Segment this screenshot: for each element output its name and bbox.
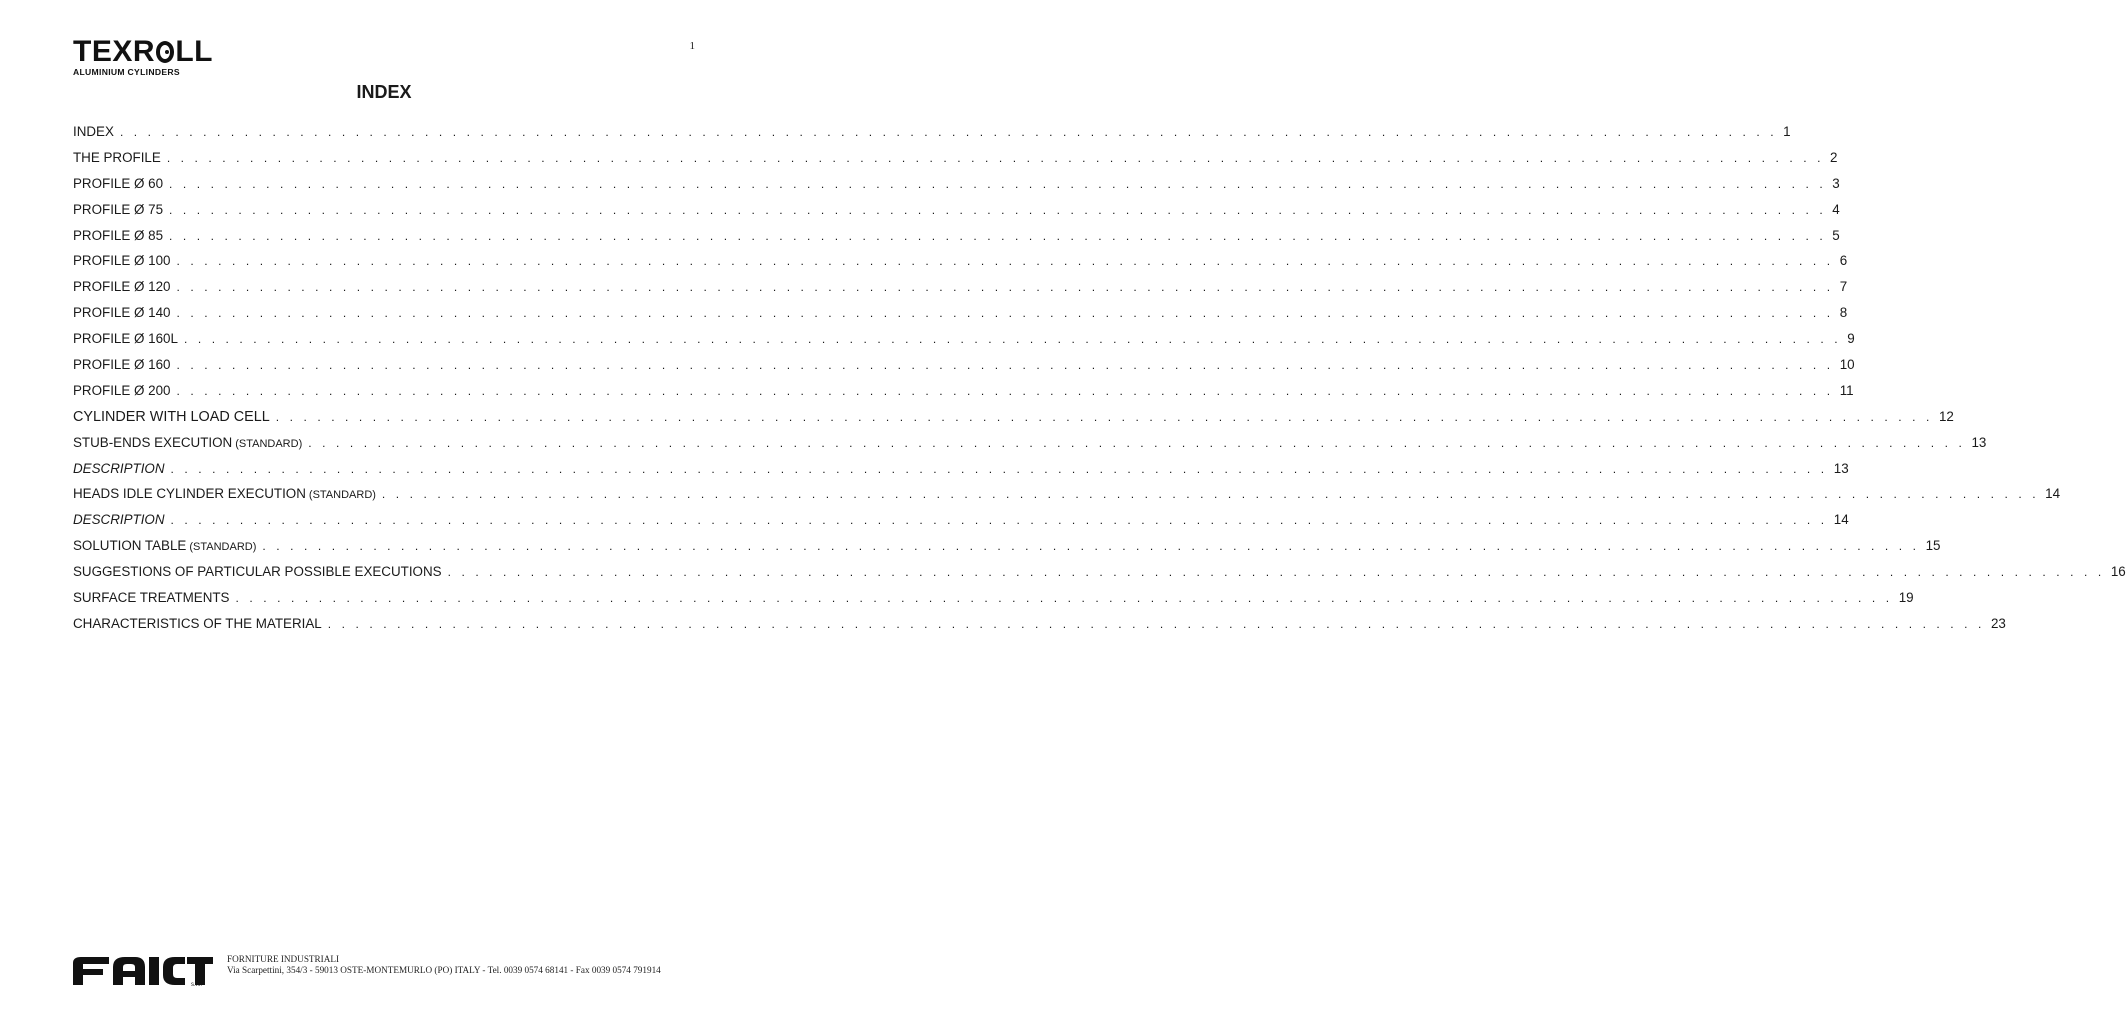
toc-leader: . . . . . . . . . . . . . . . . . . . . . . . . . . . . . . . . . . . . . . . . . . . . . . . . . . . . . . . . . . . . . . . . . . . . . . . . . . . . . . . . . . . . . . . . . . . . . . . . . . . . . . . . . . . . . . . . . . . . . . . . xyxy=(119,125,1778,139)
toc-leader: . . . . . . . . . . . . . . . . . . . . . . . . . . . . . . . . . . . . . . . . . . . . . . . . . . . . . . . . . . . . . . . . . . . . . . . . . . . . . . . . . . . . . . . . . . . . . . . . . . . . . . . . . . . . . . . . . . . . . . . . xyxy=(169,176,1827,191)
toc-page-number: 2 xyxy=(1830,149,1838,165)
fait-logo-suffix: s.r.l. xyxy=(191,982,203,988)
logo-text-2: LL xyxy=(175,35,213,68)
toc-leader: . . . . . . . . . . . . . . . . . . . . . . . . . . . . . . . . . . . . . . . . . . . . . . . . . . . . . . . . . . . . . . . . . . . . . . . . . . . . . . . . . . . . . . . . . . . . . . . . . . . . . . . . . . . . . . . . . . . . . . . . xyxy=(327,616,1985,631)
toc-page-number: 13 xyxy=(1833,460,1849,476)
logo-text-1: TEXR xyxy=(73,35,156,68)
footer-line-1: FORNITURE INDUSTRIALI xyxy=(227,954,340,964)
toc-leader: . . . . . . . . . . . . . . . . . . . . . . . . . . . . . . . . . . . . . . . . . . . . . . . . . . . . . . . . . . . . . . . . . . . . . . . . . . . . . . . . . . . . . . . . . . . . . . . . . . . . . . . . . . . . . . . . . . . . . . . . xyxy=(176,306,1834,321)
toc-page-number: 14 xyxy=(1833,512,1849,528)
toc-row xyxy=(73,253,1848,279)
toc-page-number: 6 xyxy=(1839,253,1848,269)
toc-leader: . . . . . . . . . . . . . . . . . . . . . . . . . . . . . . . . . . . . . . . . . . . . . . . . . . . . . . . . . . . . . . . . . . . . . . . . . . . . . . . . . . . . . . . . . . . . . . . . . . . . . . . . . . . . . . . . . . . . . . . . xyxy=(381,487,2040,502)
toc-leader: . . . . . . . . . . . . . . . . . . . . . . . . . . . . . . . . . . . . . . . . . . . . . . . . . . . . . . . . . . . . . . . . . . . . . . . . . . . . . . . . . . . . . . . . . . . . . . . . . . . . . . . . . . . . . . . . . . . . . . . . xyxy=(169,202,1827,217)
toc-leader: . . . . . . . . . . . . . . . . . . . . . . . . . . . . . . . . . . . . . . . . . . . . . . . . . . . . . . . . . . . . . . . . . . . . . . . . . . . . . . . . . . . . . . . . . . . . . . . . . . . . . . . . . . . . . . . . . . . . . . . . xyxy=(166,150,1825,165)
toc-page-number: 12 xyxy=(1938,408,1954,424)
toc-label: SURFACE TREATMENTS xyxy=(73,590,230,606)
texroll-logo xyxy=(73,35,213,77)
toc-page-number: 10 xyxy=(1839,357,1855,373)
toc-page-number: 15 xyxy=(1925,538,1941,554)
toc-row xyxy=(73,124,1791,150)
toc-label: PROFILE Ø 85 xyxy=(73,227,164,243)
toc-page-number: 16 xyxy=(2110,564,2126,580)
toc-row xyxy=(73,512,1849,538)
toc-leader: . . . . . . . . . . . . . . . . . . . . . . . . . . . . . . . . . . . . . . . . . . . . . . . . . . . . . . . . . . . . . . . . . . . . . . . . . . . . . . . . . . . . . . . . . . . . . . . . . . . . . . . . . . . . . . . . . . . . . . . . xyxy=(170,513,1828,528)
toc-page-number: 1 xyxy=(1783,124,1791,139)
toc-leader: . . . . . . . . . . . . . . . . . . . . . . . . . . . . . . . . . . . . . . . . . . . . . . . . . . . . . . . . . . . . . . . . . . . . . . . . . . . . . . . . . . . . . . . . . . . . . . . . . . . . . . . . . . . . . . . . . . . . . . . . xyxy=(275,409,1933,424)
toc-leader: . . . . . . . . . . . . . . . . . . . . . . . . . . . . . . . . . . . . . . . . . . . . . . . . . . . . . . . . . . . . . . . . . . . . . . . . . . . . . . . . . . . . . . . . . . . . . . . . . . . . . . . . . . . . . . . . . . . . . . . . xyxy=(176,383,1834,398)
toc-page-number: 5 xyxy=(1832,227,1840,243)
toc-row xyxy=(73,201,1840,228)
toc-row xyxy=(73,460,1849,487)
toc-row xyxy=(73,382,1854,409)
toc-label: PROFILE Ø 100 xyxy=(73,253,171,269)
toc-row xyxy=(73,227,1840,254)
toc-label: PROFILE Ø 60 xyxy=(73,175,164,191)
toc-row xyxy=(73,615,2006,642)
toc-row xyxy=(73,486,2061,512)
toc-label: PROFILE Ø 120 xyxy=(73,279,171,295)
toc-note: (STANDARD) xyxy=(189,541,257,554)
toc-page-number: 4 xyxy=(1832,201,1840,217)
table-of-contents xyxy=(73,124,2126,642)
toc-label: PROFILE Ø 160L xyxy=(73,331,178,347)
footer-line-2: Via Scarpettini, 354/3 - 59013 OSTE-MONTEMURLO (PO) ITALY - Tel. 0039 0574 68141 - Fax 0039 0574 791914 xyxy=(227,964,661,975)
logo-o-icon xyxy=(156,41,174,63)
toc-label: INDEX xyxy=(73,124,114,139)
toc-leader: . . . . . . . . . . . . . . . . . . . . . . . . . . . . . . . . . . . . . . . . . . . . . . . . . . . . . . . . . . . . . . . . . . . . . . . . . . . . . . . . . . . . . . . . . . . . . . . . . . . . . . . . . . . . . . . . . . . . . . . . xyxy=(176,358,1834,373)
toc-row xyxy=(73,279,1848,305)
toc-note: (STANDARD) xyxy=(235,437,303,450)
toc-page-number: 7 xyxy=(1839,279,1848,295)
toc-label: SUGGESTIONS OF PARTICULAR POSSIBLE EXECUTIONS xyxy=(73,564,442,580)
toc-note: (STANDARD) xyxy=(308,489,376,502)
toc-label: PROFILE Ø 160 xyxy=(73,357,171,373)
toc-leader: . . . . . . . . . . . . . . . . . . . . . . . . . . . . . . . . . . . . . . . . . . . . . . . . . . . . . . . . . . . . . . . . . . . . . . . . . . . . . . . . . . . . . . . . . . . . . . . . . . . . . . . . . . . . . . . . . . . . . . . . xyxy=(235,591,1893,606)
toc-row xyxy=(73,538,1941,564)
toc-page-number: 19 xyxy=(1898,590,1914,606)
toc-leader: . . . . . . . . . . . . . . . . . . . . . . . . . . . . . . . . . . . . . . . . . . . . . . . . . . . . . . . . . . . . . . . . . . . . . . . . . . . . . . . . . . . . . . . . . . . . . . . . . . . . . . . . . . . . . . . . . . . . . . . . xyxy=(183,332,1842,347)
toc-page-number: 14 xyxy=(2045,486,2061,502)
toc-page-number: 8 xyxy=(1839,305,1848,321)
fait-logo xyxy=(73,955,223,987)
toc-row xyxy=(73,305,1848,331)
toc-label: CHARACTERISTICS OF THE MATERIAL xyxy=(73,615,322,631)
logo-subtitle: ALUMINIUM CYLINDERS xyxy=(73,67,180,77)
toc-label: SOLUTION TABLE xyxy=(73,538,187,554)
toc-label: PROFILE Ø 200 xyxy=(73,382,171,398)
footer-address xyxy=(227,954,661,975)
toc-leader: . . . . . . . . . . . . . . . . . . . . . . . . . . . . . . . . . . . . . . . . . . . . . . . . . . . . . . . . . . . . . . . . . . . . . . . . . . . . . . . . . . . . . . . . . . . . . . . . . . . . . . . . . . . . . . . . . . . . . . . . xyxy=(176,254,1834,269)
toc-page-number: 13 xyxy=(1971,434,1987,450)
toc-row xyxy=(73,590,1914,616)
toc-leader: . . . . . . . . . . . . . . . . . . . . . . . . . . . . . . . . . . . . . . . . . . . . . . . . . . . . . . . . . . . . . . . . . . . . . . . . . . . . . . . . . . . . . . . . . . . . . . . . . . . . . . . . . . . . . . . . . . . . . . . . xyxy=(169,228,1827,243)
toc-page-number: 23 xyxy=(1990,615,2006,631)
toc-row xyxy=(73,434,1987,461)
toc-label: CYLINDER WITH LOAD CELL xyxy=(73,408,270,425)
logo-wordmark xyxy=(73,35,213,68)
toc-row xyxy=(73,564,2126,590)
toc-row xyxy=(73,175,1840,202)
toc-row xyxy=(73,331,1855,357)
toc-row xyxy=(73,357,1855,383)
toc-leader: . . . . . . . . . . . . . . . . . . . . . . . . . . . . . . . . . . . . . . . . . . . . . . . . . . . . . . . . . . . . . . . . . . . . . . . . . . . . . . . . . . . . . . . . . . . . . . . . . . . . . . . . . . . . . . . . . . . . . . . . xyxy=(176,280,1834,295)
page-number: 1 xyxy=(689,40,695,52)
toc-row xyxy=(73,149,1838,176)
toc-leader: . . . . . . . . . . . . . . . . . . . . . . . . . . . . . . . . . . . . . . . . . . . . . . . . . . . . . . . . . . . . . . . . . . . . . . . . . . . . . . . . . . . . . . . . . . . . . . . . . . . . . . . . . . . . . . . . . . . . . . . . xyxy=(308,435,1966,450)
toc-leader: . . . . . . . . . . . . . . . . . . . . . . . . . . . . . . . . . . . . . . . . . . . . . . . . . . . . . . . . . . . . . . . . . . . . . . . . . . . . . . . . . . . . . . . . . . . . . . . . . . . . . . . . . . . . . . . . . . . . . . . . xyxy=(447,565,2105,580)
toc-label: THE PROFILE xyxy=(73,149,161,165)
toc-label: PROFILE Ø 140 xyxy=(73,305,171,321)
page-title: INDEX xyxy=(356,82,412,102)
toc-page-number: 9 xyxy=(1847,331,1855,347)
toc-leader: . . . . . . . . . . . . . . . . . . . . . . . . . . . . . . . . . . . . . . . . . . . . . . . . . . . . . . . . . . . . . . . . . . . . . . . . . . . . . . . . . . . . . . . . . . . . . . . . . . . . . . . . . . . . . . . . . . . . . . . . xyxy=(262,539,1920,554)
toc-page-number: 3 xyxy=(1832,175,1840,191)
toc-label: STUB-ENDS EXECUTION xyxy=(73,434,233,450)
toc-page-number: 11 xyxy=(1839,382,1854,398)
toc-label: PROFILE Ø 75 xyxy=(73,201,164,217)
toc-label: DESCRIPTION xyxy=(73,512,165,528)
toc-label: DESCRIPTION xyxy=(73,460,165,476)
toc-label: HEADS IDLE CYLINDER EXECUTION xyxy=(73,486,306,502)
toc-row xyxy=(73,408,1954,435)
toc-leader: . . . . . . . . . . . . . . . . . . . . . . . . . . . . . . . . . . . . . . . . . . . . . . . . . . . . . . . . . . . . . . . . . . . . . . . . . . . . . . . . . . . . . . . . . . . . . . . . . . . . . . . . . . . . . . . . . . . . . . . . xyxy=(170,461,1828,476)
